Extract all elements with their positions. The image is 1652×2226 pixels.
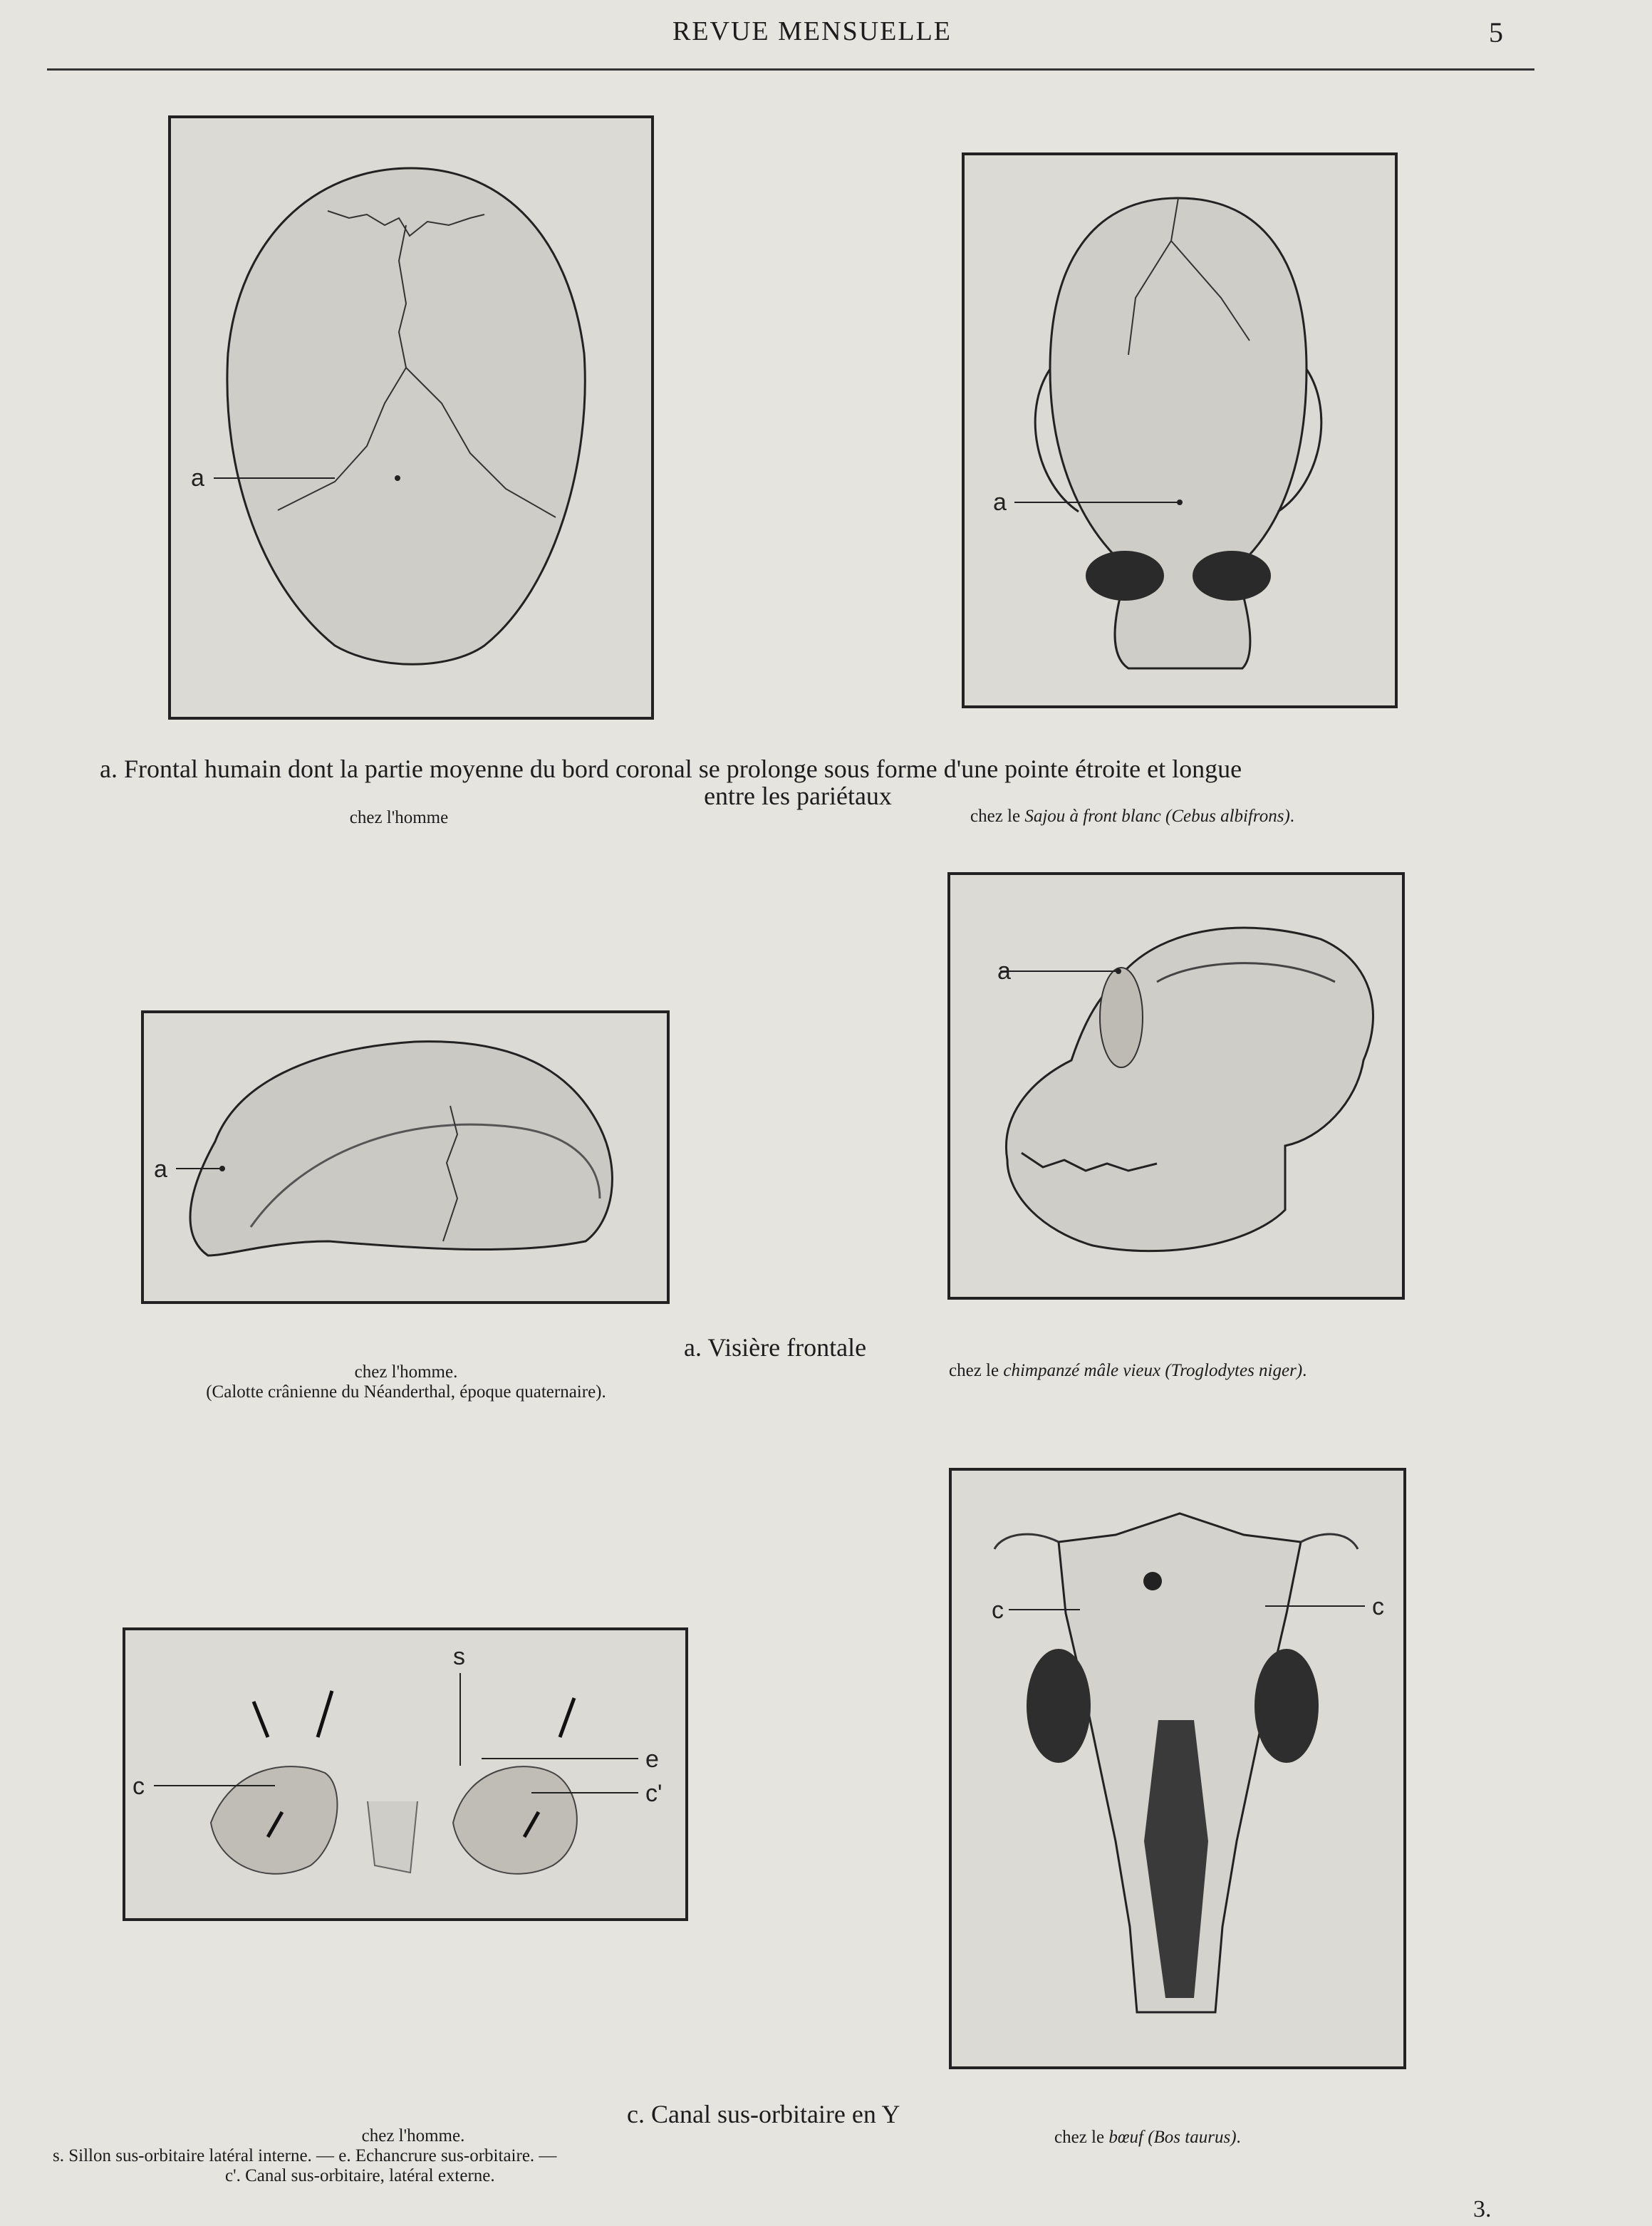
caption-species: Sajou à front blanc (Cebus albifrons) — [1024, 807, 1290, 826]
running-header-title: REVUE MENSUELLE — [672, 16, 952, 46]
label-c-right: c — [1372, 1593, 1384, 1620]
figure-canal-left-caption-line3: c'. Canal sus-orbitaire, latéral externe. — [225, 2166, 495, 2185]
caption-prefix: chez le — [970, 807, 1025, 826]
plate-neanderthal-calotte — [141, 1010, 670, 1304]
figure-visiere-caption: a. Visière frontale — [684, 1333, 867, 1362]
signature-number: 3. — [1473, 2196, 1492, 2222]
caption-species: bœuf (Bos taurus) — [1108, 2128, 1237, 2147]
caption-prefix: chez le — [1054, 2128, 1109, 2147]
label-e: e — [645, 1746, 659, 1773]
header-rule — [47, 68, 1534, 71]
figure-a-caption-line2: entre les pariétaux — [704, 782, 892, 810]
figure-a-right-caption — [970, 807, 1469, 827]
plate-human-supraorbital — [123, 1627, 688, 1921]
caption-suffix: . — [1289, 807, 1295, 826]
label-c-prime: c' — [645, 1780, 663, 1807]
figure-visiere-left-caption-line2: (Calotte crânienne du Néanderthal, époque quaternaire). — [206, 1382, 606, 1402]
figure-canal-left-caption-line1: chez l'homme. — [361, 2126, 465, 2145]
label-a: a — [993, 489, 1007, 516]
plate-ox-skull — [949, 1468, 1406, 2069]
caption-suffix: . — [1302, 1361, 1307, 1380]
page-number: 5 — [1489, 16, 1503, 48]
figure-canal-left-caption-line2: s. Sillon sus-orbitaire latéral interne. — e. Echancrure sus-orbitaire. — — [53, 2146, 557, 2165]
plate-human-frontal — [168, 115, 654, 720]
plate-cebus-frontal — [962, 152, 1398, 708]
label-a: a — [154, 1156, 167, 1183]
figure-canal-right-caption — [1054, 2128, 1482, 2148]
label-c-left: c — [992, 1597, 1004, 1624]
caption-prefix: chez le — [949, 1361, 1004, 1380]
caption-species: chimpanzé mâle vieux (Troglodytes niger) — [1003, 1361, 1303, 1380]
label-a: a — [191, 465, 204, 492]
figure-canal-caption: c. Canal sus-orbitaire en Y — [627, 2100, 900, 2128]
caption-suffix: . — [1236, 2128, 1241, 2147]
figure-a-left-caption: chez l'homme — [349, 808, 449, 827]
figure-visiere-right-caption — [949, 1361, 1490, 1381]
figure-visiere-left-caption-line1: chez l'homme. — [354, 1362, 458, 1382]
label-s: s — [453, 1643, 465, 1670]
label-a: a — [997, 958, 1011, 985]
plate-chimpanzee-skull — [947, 872, 1405, 1300]
label-c: c — [133, 1773, 145, 1800]
figure-a-caption-line1: a. Frontal humain dont la partie moyenne du bord coronal se prolonge sous forme d'une pointe étroite et longue — [100, 755, 1242, 783]
